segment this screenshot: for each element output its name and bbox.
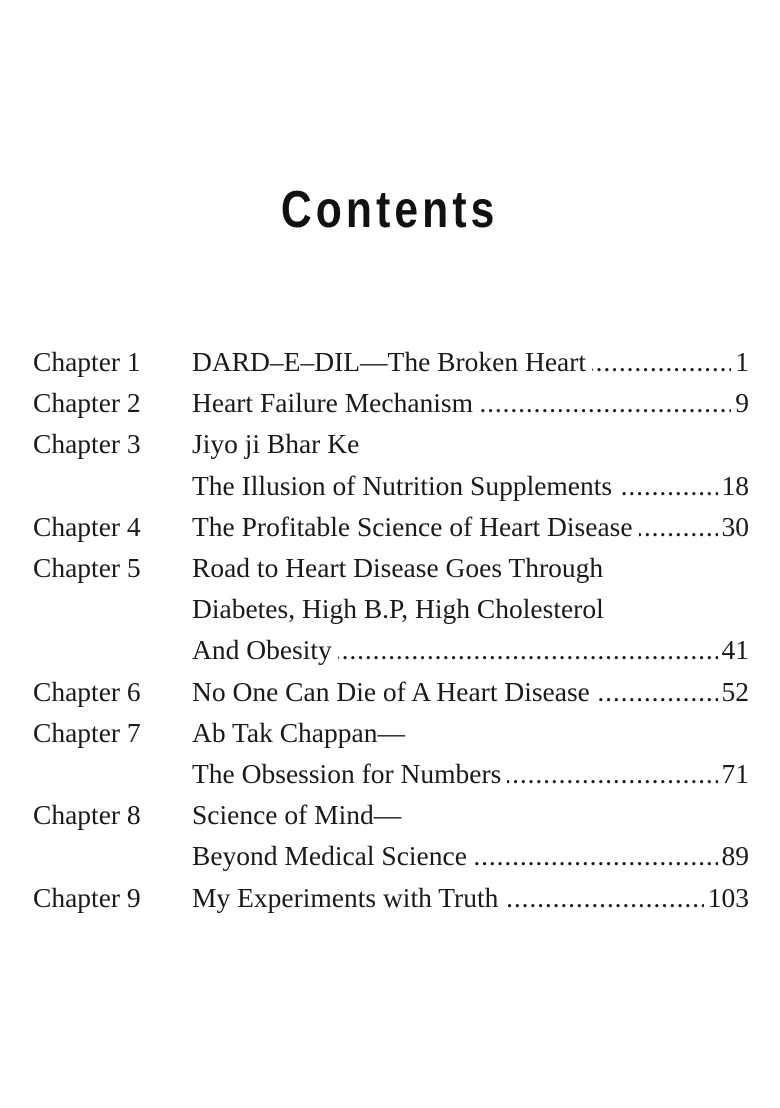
page-number: 1 [735,346,749,377]
chapter-title-line: No One Can Die of A Heart Disease [192,675,590,707]
page-number: 71 [721,758,749,790]
page-number: 89 [721,840,749,872]
chapter-label: Chapter 1 [33,346,141,377]
chapter-label: Chapter 9 [33,881,141,913]
chapter-label: Chapter 6 [33,675,141,707]
chapter-title-line: DARD–E–DIL—The Broken Heart [192,346,587,377]
chapter-label: Chapter 2 [33,387,141,419]
page-number: 41 [721,634,749,666]
chapter-title-line: Jiyo ji Bhar Ke [192,428,360,460]
chapter-title-line: Heart Failure Mechanism [192,387,474,419]
page-number: 30 [721,510,749,542]
chapter-label: Chapter 5 [33,552,141,584]
dot-leader [479,382,731,423]
chapter-label: Chapter 7 [33,716,141,748]
chapter-title-line: Beyond Medical Science [192,840,467,872]
table-of-contents [33,341,749,918]
chapter-title-line: And Obesity [192,634,332,666]
toc-entry[interactable] [33,506,749,547]
dot-leader [618,465,717,506]
dot-leader [596,671,718,712]
toc-entry[interactable] [33,423,749,505]
chapter-title-line: Ab Tak Chappan— [192,716,405,748]
chapter-title-line: The Obsession for Numbers [192,758,502,790]
toc-entry[interactable] [33,671,749,712]
chapter-title-line: Science of Mind— [192,799,402,831]
page-title-block [0,180,780,240]
chapter-title-line: Diabetes, High B.P, High Cholesterol [192,593,604,625]
dot-leader [639,506,718,547]
toc-entry[interactable] [33,547,749,671]
toc-entry[interactable] [33,794,749,876]
page-title: Contents [281,181,499,239]
toc-entry[interactable] [33,877,749,918]
page-number: 103 [707,881,749,913]
chapter-title-line: My Experiments with Truth [192,881,499,913]
toc-entry[interactable] [33,382,749,423]
page-number: 18 [721,469,749,501]
page-number: 9 [735,387,749,419]
page-number: 52 [721,675,749,707]
toc-entry[interactable] [33,712,749,794]
dot-leader [473,835,718,876]
chapter-label: Chapter 4 [33,510,141,542]
chapter-title-line: The Profitable Science of Heart Disease [192,510,633,542]
chapter-label: Chapter 3 [33,428,141,460]
chapter-title-line: The Illusion of Nutrition Supplements [192,469,613,501]
dot-leader [592,341,731,382]
chapter-label: Chapter 8 [33,799,141,831]
toc-entry[interactable] [33,341,749,382]
dot-leader [507,753,717,794]
dot-leader [504,877,703,918]
dot-leader [338,629,718,670]
chapter-title-line: Road to Heart Disease Goes Through [192,552,604,584]
